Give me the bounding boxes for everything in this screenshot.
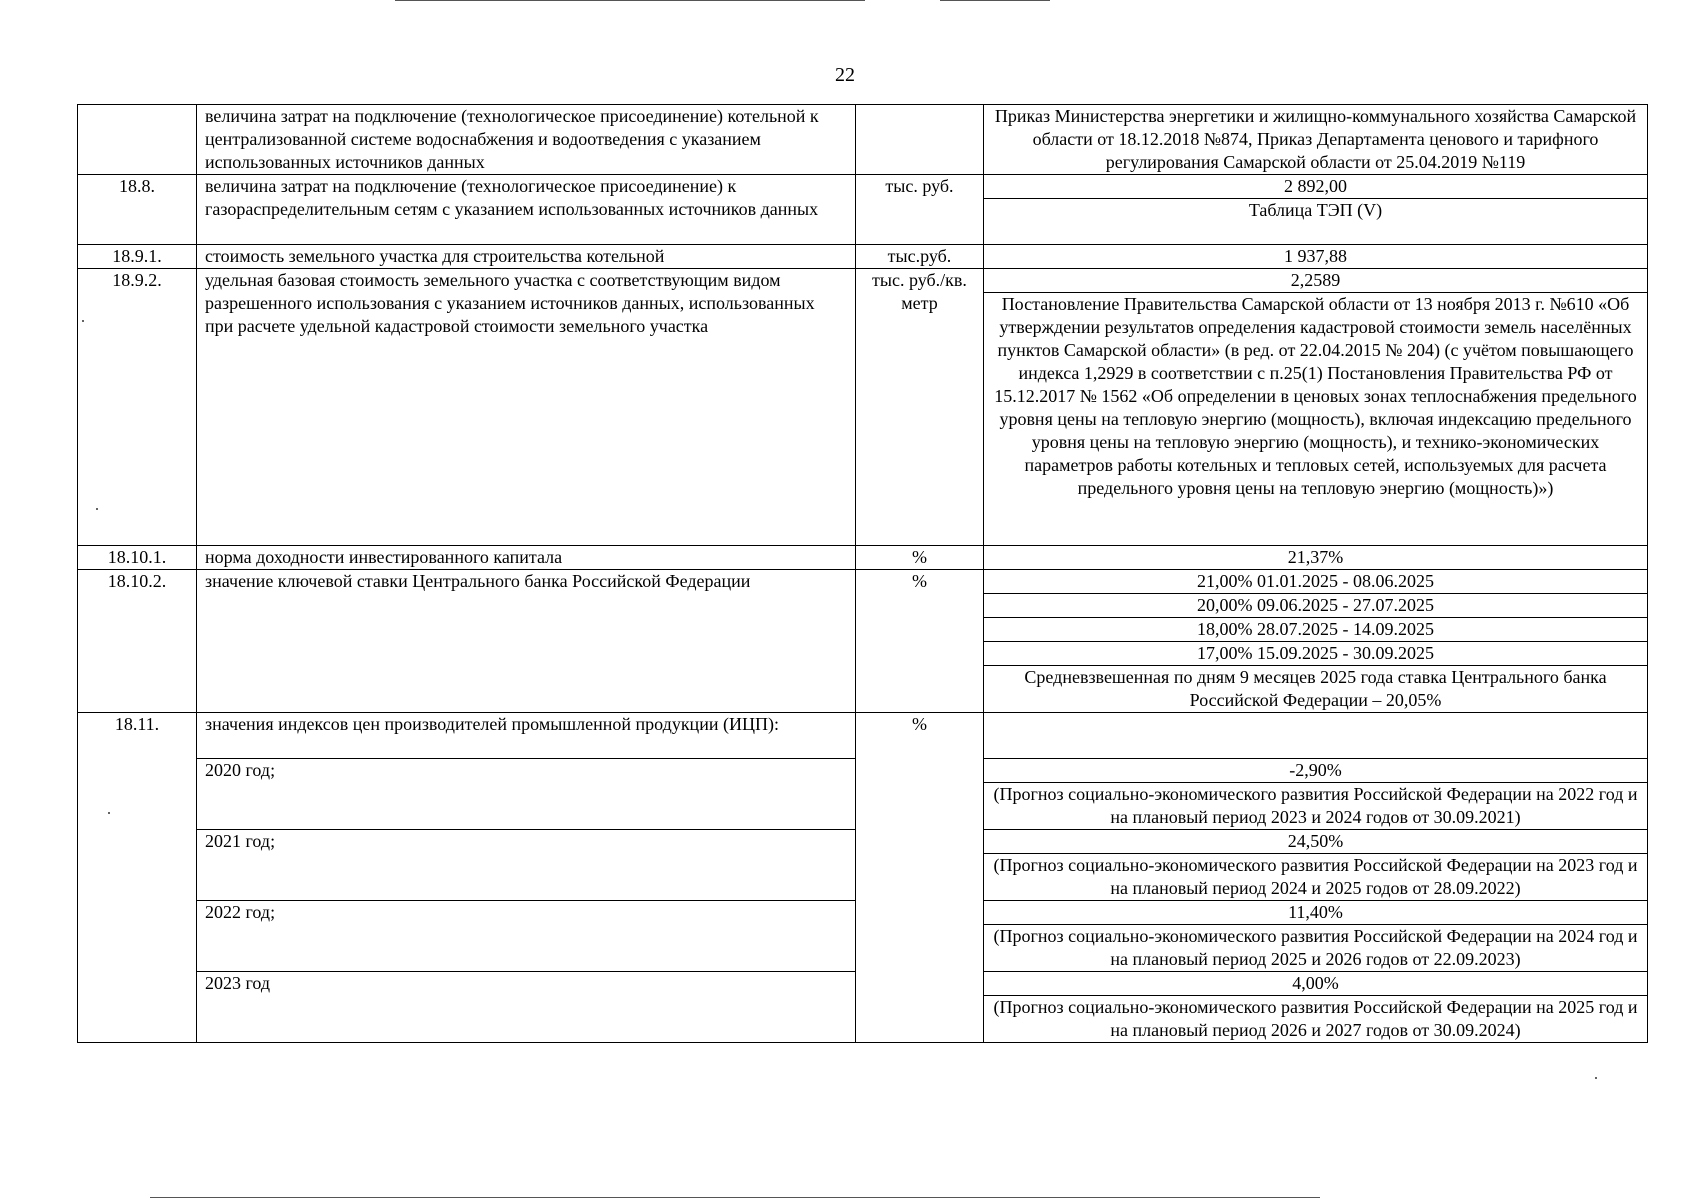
scan-line-top-2 bbox=[940, 0, 1050, 1]
row-value: Приказ Министерства энергетики и жилищно-коммунального хозяйства Самарской области от 18.12.2018 №874, Приказ Департамента ценового и тарифного регулирования Самарской области от 25.04.2019 №119 bbox=[984, 105, 1648, 175]
row-description: значение ключевой ставки Центрального банка Российской Федерации bbox=[197, 570, 856, 713]
row-source: Постановление Правительства Самарской области от 13 ноября 2013 г. №610 «Об утверждении результатов определения кадастровой стоимости земель населённых пунктов Самарской области» (в ред. от 22.04.2015 № 204) (с учётом повышающего индекса 1,2929 в соответствии с п.25(1) Постановления Правительства РФ от 15.12.2017 № 1562 «Об определении в ценовых зонах теплоснабжения предельного уровня цены на тепловую энергию (мощность), включая индексацию предельного уровня цены на тепловую энергию (мощность), и технико-экономических параметров работы котельных и тепловых сетей, используемых для расчета предельного уровня цены на тепловую энергию (мощность)») bbox=[984, 293, 1648, 546]
row-value: 21,37% bbox=[984, 546, 1648, 570]
table-row bbox=[78, 713, 1648, 759]
row-description: стоимость земельного участка для строительства котельной bbox=[197, 245, 856, 269]
row-unit: % bbox=[856, 546, 984, 570]
row-description: удельная базовая стоимость земельного участка с соответствующим видом разрешенного использования с указанием источников данных, использованных при расчете удельной кадастровой стоимости земельного участка bbox=[197, 269, 856, 546]
rate-note: Средневзвешенная по дням 9 месяцев 2025 года ставка Центрального банка Российской Федерации – 20,05% bbox=[984, 666, 1648, 713]
row-number: 18.10.1. bbox=[78, 546, 197, 570]
row-number: 18.10.2. bbox=[78, 570, 197, 713]
row-value: 2,2589 bbox=[984, 269, 1648, 293]
year-source: (Прогноз социально-экономического развития Российской Федерации на 2024 год и на плановый период 2025 и 2026 годов от 22.09.2023) bbox=[984, 925, 1648, 972]
row-unit: % bbox=[856, 713, 984, 1043]
year-source: (Прогноз социально-экономического развития Российской Федерации на 2025 год и на плановый период 2026 и 2027 годов от 30.09.2024) bbox=[984, 996, 1648, 1043]
year-value: -2,90% bbox=[984, 759, 1648, 783]
row-unit: тыс. руб. bbox=[856, 175, 984, 245]
rate-period: 20,00% 09.06.2025 - 27.07.2025 bbox=[984, 594, 1648, 618]
row-description: значения индексов цен производителей промышленной продукции (ИЦП): bbox=[197, 713, 856, 759]
table-row bbox=[78, 175, 1648, 199]
year-label: 2020 год; bbox=[197, 759, 856, 830]
row-value: 2 892,00 bbox=[984, 175, 1648, 199]
document-table bbox=[77, 104, 1648, 1043]
year-label: 2023 год bbox=[197, 972, 856, 1043]
table-row bbox=[78, 570, 1648, 594]
scan-line-bottom bbox=[150, 1197, 1320, 1198]
row-source: Таблица ТЭП (V) bbox=[984, 199, 1648, 245]
year-label: 2021 год; bbox=[197, 830, 856, 901]
row-value-empty bbox=[984, 713, 1648, 759]
row-description: величина затрат на подключение (технологическое присоединение) котельной к централизованной системе водоснабжения и водоотведения с указанием использованных источников данных bbox=[197, 105, 856, 175]
table-row bbox=[78, 105, 1648, 175]
rate-period: 17,00% 15.09.2025 - 30.09.2025 bbox=[984, 642, 1648, 666]
row-unit: тыс.руб. bbox=[856, 245, 984, 269]
row-number: 18.11. bbox=[78, 713, 197, 1043]
row-unit: тыс. руб./кв. метр bbox=[856, 269, 984, 546]
table-row bbox=[78, 245, 1648, 269]
rate-period: 21,00% 01.01.2025 - 08.06.2025 bbox=[984, 570, 1648, 594]
year-value: 24,50% bbox=[984, 830, 1648, 854]
row-number: 18.9.1. bbox=[78, 245, 197, 269]
rate-period: 18,00% 28.07.2025 - 14.09.2025 bbox=[984, 618, 1648, 642]
row-number: 18.8. bbox=[78, 175, 197, 245]
speck bbox=[1595, 1077, 1597, 1079]
scan-line-top bbox=[395, 0, 865, 1]
year-source: (Прогноз социально-экономического развития Российской Федерации на 2023 год и на плановый период 2024 и 2025 годов от 28.09.2022) bbox=[984, 854, 1648, 901]
row-number-cell bbox=[78, 105, 197, 175]
row-number: 18.9.2. bbox=[78, 269, 197, 546]
row-unit: % bbox=[856, 570, 984, 713]
row-description: норма доходности инвестированного капитала bbox=[197, 546, 856, 570]
row-unit-cell bbox=[856, 105, 984, 175]
year-label: 2022 год; bbox=[197, 901, 856, 972]
year-value: 4,00% bbox=[984, 972, 1648, 996]
year-value: 11,40% bbox=[984, 901, 1648, 925]
year-source: (Прогноз социально-экономического развития Российской Федерации на 2022 год и на плановый период 2023 и 2024 годов от 30.09.2021) bbox=[984, 783, 1648, 830]
row-description: величина затрат на подключение (технологическое присоединение) к газораспределительным сетям с указанием использованных источников данных bbox=[197, 175, 856, 245]
table-row bbox=[78, 546, 1648, 570]
row-value: 1 937,88 bbox=[984, 245, 1648, 269]
page-number: 22 bbox=[835, 64, 855, 86]
table-row bbox=[78, 269, 1648, 293]
